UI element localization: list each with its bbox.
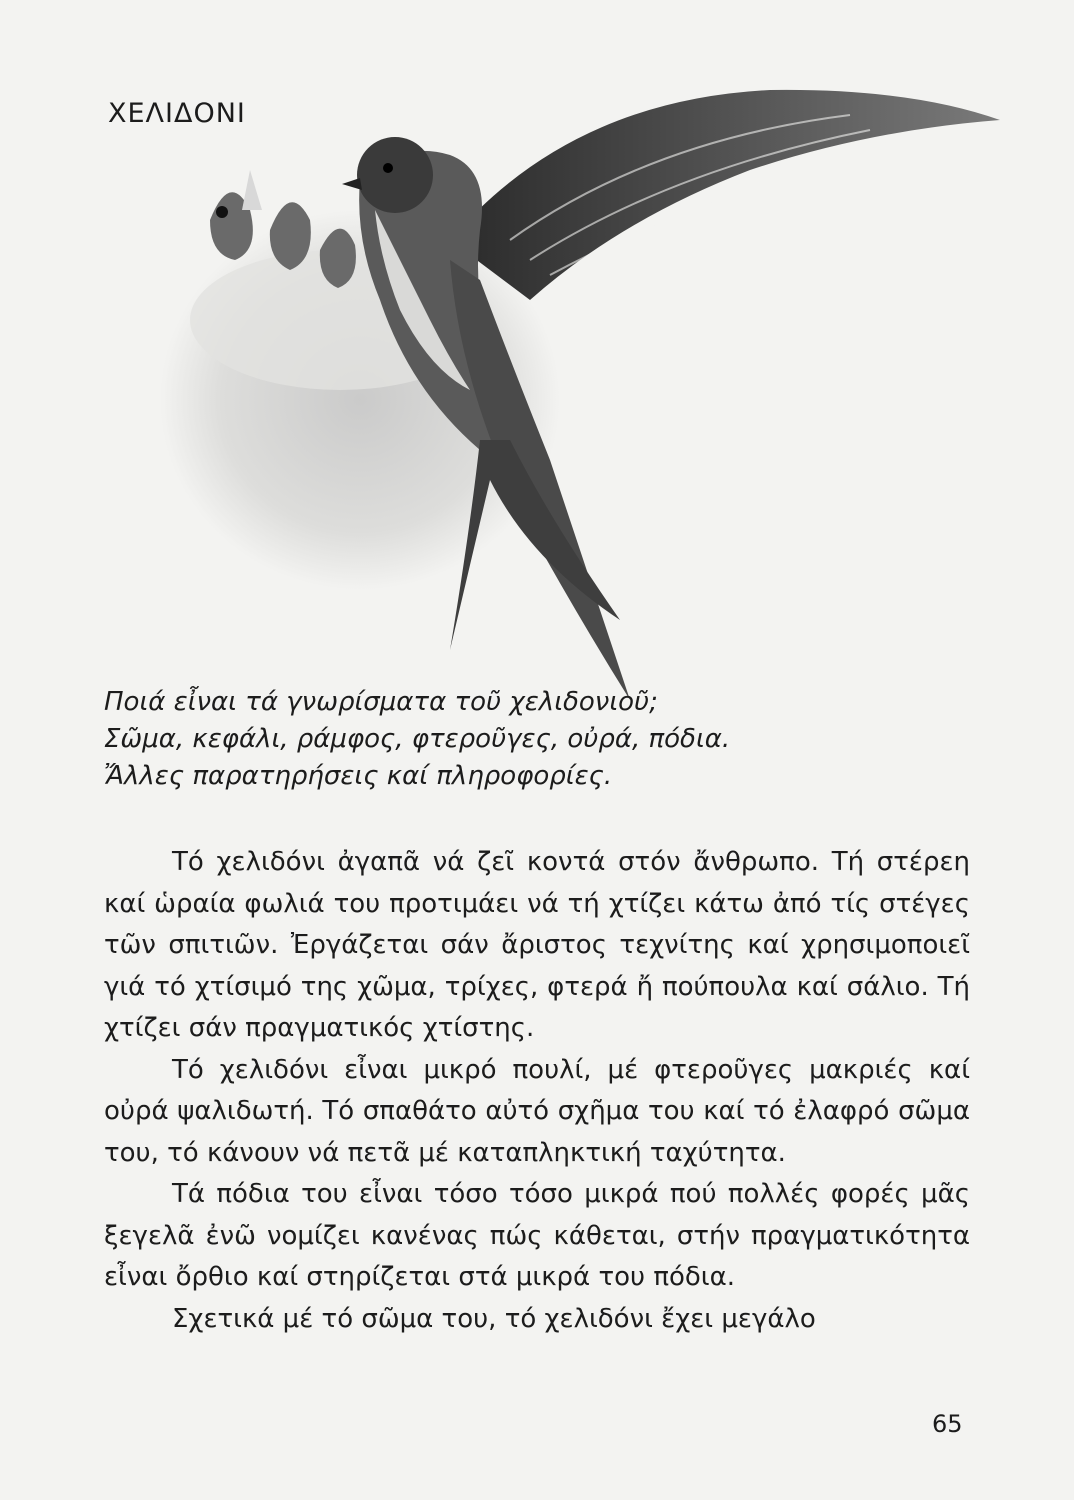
paragraph: Σχετικά μέ τό σῶμα του, τό χελιδόνι ἔχει μεγάλο [172,1303,816,1334]
question-line: Ποιά εἶναι τά γνωρίσματα τοῦ χελιδονιοῦ; [104,687,658,717]
question-line: Σῶμα, κεφάλι, ράμφος, φτεροῦγες, οὐρά, πόδια. [104,724,731,754]
paragraph: Τά πόδια του εἶναι τόσο τόσο μικρά πού πολλές φορές μᾶς ξεγελᾶ ἐνῶ νομίζει κανένας πώς κάθεται, στήν πραγματικότητα εἶναι ὄρθιο καί στηρίζεται στά μικρά του πόδια. [104,1179,970,1292]
chapter-title: ΧΕΛΙΔΟΝΙ [108,98,246,129]
paragraph: Τό χελιδόνι ἀγαπᾶ νά ζεῖ κοντά στόν ἄνθρωπο. Τή στέρεη καί ὡραία φωλιά του προτιμάει νά τή χτίζει κάτω ἀπό τίς στέγες τῶν σπιτιῶν. Ἐργάζεται σάν ἄριστος τεχνίτης καί χρησιμοποιεῖ γιά τό χτίσιμό της χῶμα, τρίχες, φτερά ἤ πούπουλα καί σάλιο. Τή χτίζει σάν πραγματικός χτίστης. [104,847,970,1043]
body-text [104,842,970,1340]
paragraph: Τό χελιδόνι εἶναι μικρό πουλί, μέ φτεροῦγες μακριές καί οὐρά ψαλιδωτή. Τό σπαθάτο αὐτό σχῆμα του καί τό ἐλαφρό σῶμα του, τό κάνουν νά πετᾶ μέ καταπληκτική ταχύτητα. [104,1054,970,1168]
question-line: Ἄλλες παρατηρήσεις καί πληροφορίες. [104,761,613,791]
swallow-feeding-chicks-illustration [150,60,1050,710]
page-number: 65 [932,1410,963,1438]
study-questions [104,684,1004,795]
